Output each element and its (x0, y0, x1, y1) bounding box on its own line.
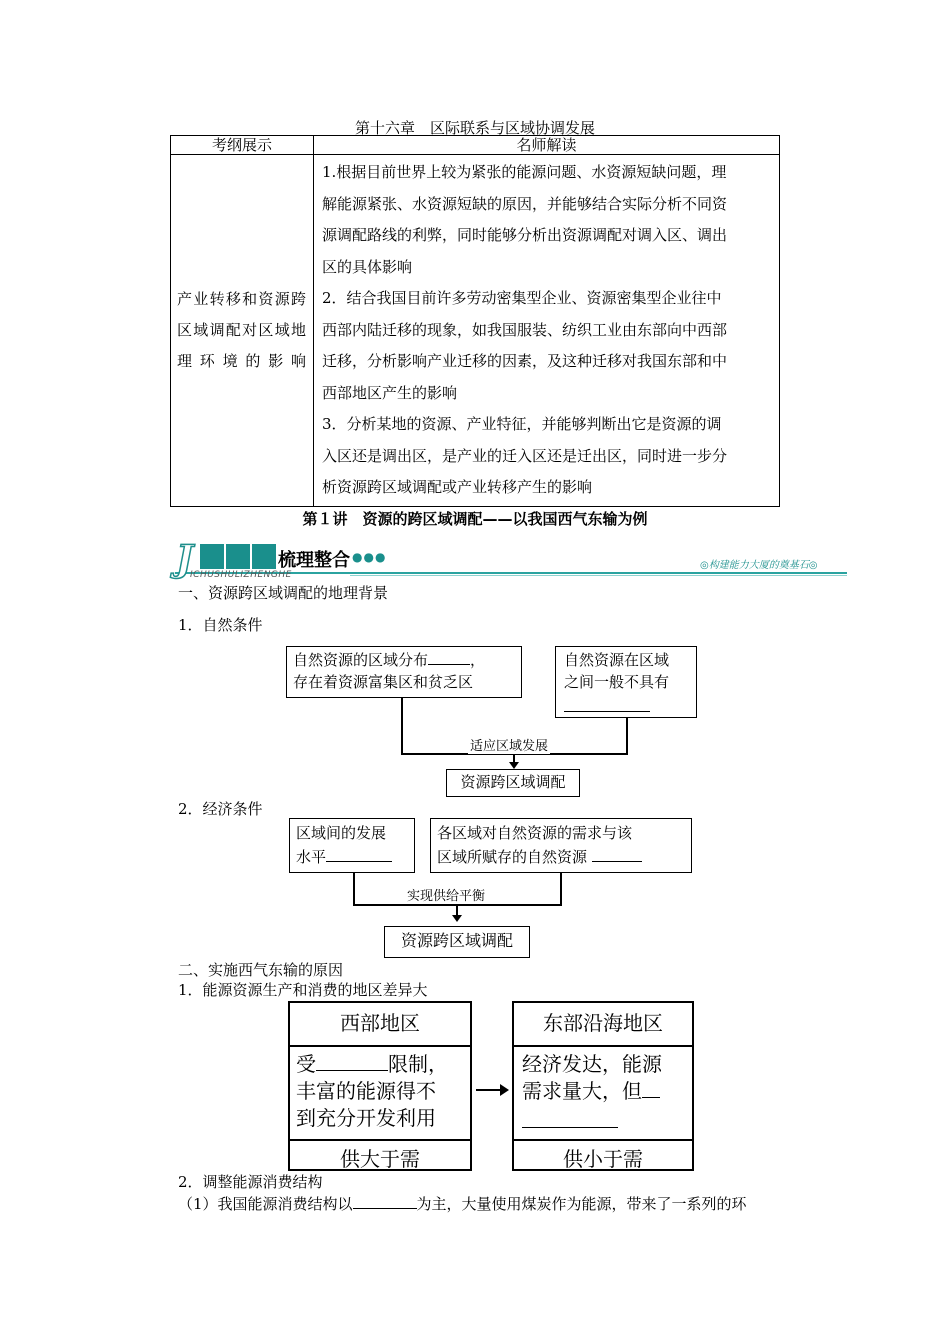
connector (353, 873, 355, 904)
connector (401, 698, 403, 753)
east-body (514, 1047, 692, 1141)
west-title: 西部地区 (290, 1003, 470, 1047)
p1-text: （1）我国能源消费结构以 (178, 1195, 353, 1213)
banner-rule-thin (350, 575, 847, 576)
d2-box-b-text: 各区域对自然资源的需求与该 (437, 824, 633, 842)
interp-line: 西部内陆迁移的现象，如我国服装、纺织工业由东部向中西部 (322, 320, 728, 339)
east-title: 东部沿海地区 (514, 1003, 692, 1047)
fill-blank[interactable] (564, 693, 650, 712)
arrow-down-icon (509, 762, 519, 769)
section2-sub2: 2．调整能源消费结构 (178, 1173, 323, 1191)
section1-sub2: 2．经济条件 (178, 800, 263, 818)
dev-level-box (289, 818, 415, 873)
west-text: 丰富的能源得不 (296, 1079, 436, 1103)
east-text: 需求量大，但 (522, 1079, 642, 1103)
interpretation-cell (314, 155, 780, 507)
banner-block (200, 544, 224, 569)
connector (560, 873, 562, 904)
fill-blank[interactable] (428, 664, 470, 665)
fill-blank[interactable] (353, 1208, 417, 1209)
fill-blank[interactable] (642, 1097, 660, 1098)
arrow-right-icon (500, 1084, 509, 1096)
east-region-box (512, 1001, 694, 1171)
interp-line: 1.根据目前世界上较为紧张的能源问题、水资源短缺问题，理 (322, 163, 727, 181)
interp-line: 析资源跨区域调配或产业转移产生的影响 (322, 478, 593, 496)
header-interpretation: 名师解读 (314, 136, 780, 155)
p1-text: 为主，大量使用煤炭作为能源，带来了一系列的环 (416, 1195, 747, 1213)
section2-sub1: 1．能源资源生产和消费的地区差异大 (178, 981, 428, 999)
west-body (290, 1047, 470, 1141)
interp-line: 源调配路线的利弊，同时能够分析出资源调配对调入区、调出 (322, 226, 728, 244)
west-text: 受 (296, 1052, 316, 1076)
arrow-down-icon (452, 915, 462, 922)
banner-slogan: ◎构建能力大厦的奠基石◎ (700, 560, 818, 571)
demand-supply-box (430, 818, 692, 873)
fill-blank[interactable] (326, 861, 392, 862)
d2-mid-label: 实现供给平衡 (405, 885, 487, 904)
d2-box-a-text: 区域间的发展 (296, 824, 387, 842)
d1-box-b-text: 自然资源在区域 (564, 651, 670, 669)
outline-topic: 产业转移和资源跨区域调配对区域地理环境的影响 (171, 155, 314, 507)
west-bottom: 供大于需 (340, 1147, 420, 1171)
natural-mobility-box (555, 646, 697, 718)
west-text: 限制， (388, 1052, 448, 1076)
fill-blank[interactable] (522, 1105, 618, 1128)
outline-table (170, 135, 780, 507)
lecture-title: 第１讲 资源的跨区域调配——以我国西气东输为例 (302, 510, 648, 528)
connector (626, 718, 628, 753)
east-text: 经济发达，能源 (522, 1052, 662, 1076)
section1-sub1: 1．自然条件 (178, 616, 263, 634)
interp-line: 区的具体影响 (322, 257, 413, 276)
d2-box-b-text2: 区域所赋存的自然资源 (437, 848, 588, 866)
banner-block (226, 544, 250, 569)
chapter-title: 第十六章 区际联系与区域协调发展 (354, 119, 595, 137)
interp-line: 西部地区产生的影响 (322, 383, 458, 402)
interp-line: 入区还是调出区，是产业的迁入区还是迁出区，同时进一步分 (322, 446, 728, 465)
d1-mid-label: 适应区域发展 (468, 735, 550, 754)
interp-line: 2．结合我国目前许多劳动密集型企业、资源密集型企业往中 (322, 289, 722, 307)
fill-blank[interactable] (592, 861, 642, 862)
east-bottom: 供小于需 (563, 1147, 643, 1171)
west-region-box (288, 1001, 472, 1171)
interp-line: 3．分析某地的资源、产业特征，并能够判断出它是资源的调 (322, 415, 722, 433)
d1-box-a-comma: ， (470, 651, 486, 669)
connector (476, 1089, 502, 1091)
section2-heading: 二、实施西气东输的原因 (178, 961, 344, 979)
d1-box-b-text2: 之间一般不具有 (564, 673, 670, 691)
banner-title: 梳理整合 (278, 550, 350, 571)
banner-block (252, 544, 276, 569)
interp-line: 迁移，分析影响产业迁移的因素，及这种迁移对我国东部和中 (322, 352, 728, 370)
d2-box-a-text2: 水平 (296, 848, 327, 866)
d2-result-box: 资源跨区域调配 (384, 926, 530, 958)
connector (353, 904, 562, 906)
d1-result-box: 资源跨区域调配 (446, 769, 580, 797)
section2-paragraph (178, 1194, 747, 1214)
banner-dots: ●●● (352, 550, 387, 564)
west-text: 到充分开发利用 (296, 1106, 436, 1130)
natural-distribution-box (286, 646, 522, 698)
section1-heading: 一、资源跨区域调配的地理背景 (178, 584, 389, 602)
banner-logo-letter: J (176, 538, 194, 580)
banner-subtitle: ICHUSHULIZHENGHE (190, 570, 292, 580)
fill-blank[interactable] (316, 1070, 388, 1071)
d1-box-a-text2: 存在着资源富集区和贫乏区 (293, 673, 474, 691)
header-outline: 考纲展示 (171, 136, 314, 155)
d1-box-a-text: 自然资源的区域分布 (293, 651, 429, 669)
interp-line: 解能源紧张、水资源短缺的原因，并能够结合实际分析不同资 (322, 194, 728, 213)
